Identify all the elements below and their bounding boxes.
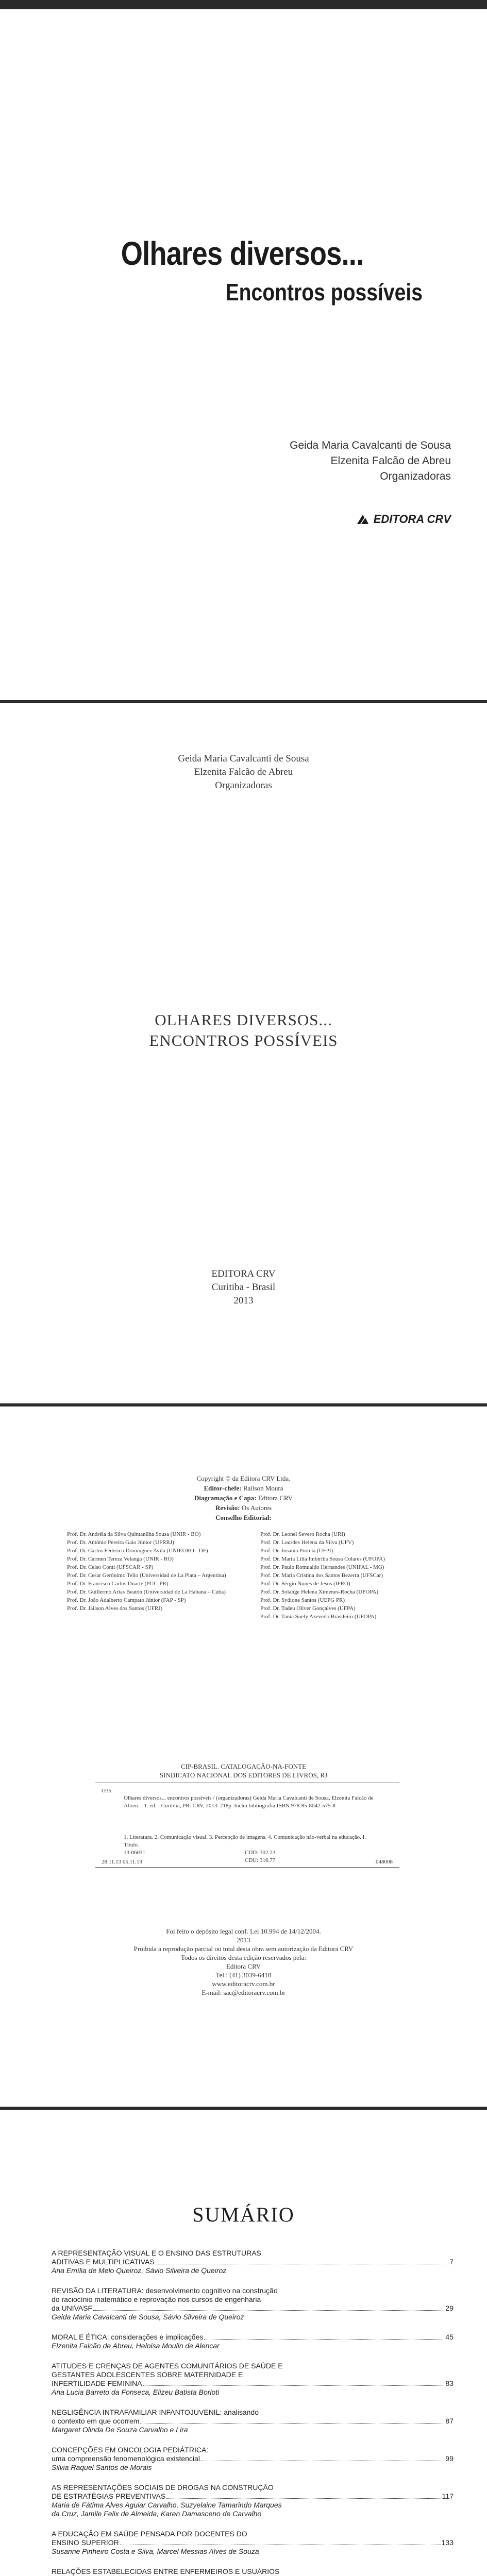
toc-leader-dots [143,2385,445,2386]
title-page-imprint [0,1267,487,1308]
toc-entry-title-text: INFERTILIDADE FEMININA [52,2379,142,2387]
board-member: Prof. Dr. Maria Lília Imbiriba Sousa Colares (UFOPA) [260,1556,385,1562]
crv-logo-icon [356,513,370,526]
cdu-code: CDU: 316.77 [245,1857,276,1863]
board-member: Prof. Dr. Tadeu Oliver Gonçalves (UFPA) [260,1605,356,1612]
legal-line: Proibida a reprodução parcial ou total desta obra sem autorização da Editora CRV [133,1945,354,1953]
cip-number: 13-06031 [124,1850,146,1856]
board-member: Prof. Dr. Sérgio Nunes de Jesus (IFRO) [260,1581,350,1587]
cover-title: Olhares diversos... [121,235,364,272]
board-member: Prof. Dr. Solange Helena Ximenes-Rocha (UFOPA) [260,1589,379,1595]
review-name: Os Autores [241,1504,272,1512]
toc-entry[interactable] [52,2483,454,2518]
toc-entry-title-text: uma compreensão fenomenológica existencial [52,2454,200,2463]
review-line [0,1503,487,1513]
toc-entry-title-text: da UNIVASF [52,2304,93,2312]
cip-date-left: 28.11.13 05.11.13 [102,1859,142,1865]
toc-entry-title-text: DE ESTRATÉGIAS PREVENTIVAS [52,2492,166,2500]
toc-entry-title-text: ATITUDES E CRENÇAS DE AGENTES COMUNITÁRIOS DE SAÚDE E [52,2362,283,2370]
toc-entry-authors: da Cruz, Jamile Felix de Almeida, Karen Damasceno de Carvalho [52,2510,262,2518]
toc-entry-title-line [52,2362,454,2370]
toc-entry[interactable] [52,2530,454,2556]
toc-title: SUMÁRIO [192,2203,295,2226]
toc-entry-authors: Maria de Fátima Alves Aguiar Carvalho, Suzyelaine Tamarindo Marques [52,2501,282,2509]
board-member: Prof. Dr. Francisco Carlos Duarte (PUC-PR) [67,1581,169,1587]
toc-page-number: 45 [445,2333,454,2341]
toc-entry-title-line [52,2567,454,2576]
toc-leader-dots [204,2339,444,2340]
board-title: Conselho Editorial: [215,1514,272,1521]
toc-entry-title-text: MORAL E ÉTICA: considerações e implicações [52,2333,204,2341]
toc-entry-title-text: CONCEPÇÕES EM ONCOLOGIA PEDIÁTRICA: [52,2446,209,2454]
toc-entry-title-line [52,2454,454,2463]
title-page-title-line-2: ENCONTROS POSSÍVEIS [149,1031,338,1049]
editor-label: Editor-chefe: [204,1484,242,1492]
toc-entry-title-text: AS REPRESENTAÇÕES SOCIAIS DE DROGAS NA CONSTRUÇÃO [52,2483,274,2492]
cip-record [95,1783,399,1868]
board-member: Prof. Dr. Guillermo Arias Beatón (Universidad de La Habana – Cuba) [67,1589,226,1595]
legal-line: Tel.: (41) 3039-6418 [215,1971,272,1979]
toc-entry-title-text: NEGLIGÊNCIA INTRAFAMILIAR INFANTOJUVENIL: analisando [52,2408,259,2416]
board-member: Prof. Dr. Carlos Federico Dominguez Avila (UNIEURO - DF) [67,1548,208,1554]
legal-line: 2013 [237,1936,250,1944]
editorial-board-left [67,1530,237,1613]
title-page-title [0,1010,487,1051]
toc-entry[interactable] [52,2362,454,2397]
legal-line: E-mail: sac@editoracrv.com.br [201,1989,286,1996]
toc-entry-title-line [52,2538,454,2547]
toc-entry[interactable] [52,2567,454,2576]
board-member: Prof. Dr. Sydione Santos (UEPG PR) [260,1597,345,1603]
toc-entry-title-text: REVISÃO DA LITERATURA: desenvolvimento cognitivo na construção [52,2286,278,2295]
toc-entry-title-text: GESTANTES ADOLESCENTES SOBRE MATERNIDADE E [52,2370,243,2379]
cip-code: O36 [102,1788,111,1794]
title-page-title-line-1: OLHARES DIVERSOS... [155,1011,332,1029]
cip-title: CIP-BRASIL. CATALOGAÇÃO-NA-FONTE [180,1762,307,1770]
title-page-author-2: Elzenita Falcão de Abreu [194,767,293,777]
toc-list [52,2249,454,2576]
cover-organizers: Organizadoras [380,470,451,482]
toc-entry-title-line [52,2446,454,2454]
toc-entry[interactable] [52,2408,454,2434]
toc-entry[interactable] [52,2249,454,2275]
editor-name: Railson Moura [243,1484,283,1492]
toc-entry-title-text: o contexto em que ocorrem [52,2417,140,2425]
toc-entry-title-text: A EDUCAÇÃO EM SAÚDE PENSADA POR DOCENTES DO [52,2530,247,2538]
publisher-logo-text: EDITORA CRV [373,513,451,526]
cdd-code: CDD: 302.23 [245,1850,276,1856]
editor-line [0,1483,487,1493]
toc-entry[interactable] [52,2286,454,2321]
cip-body: Olhares diversos... encontros possíveis / (organizadoras) Geida Maria Cavalcanti de Sousa, Elzenita Falcão de Abreu. - 1. ed. - Curitiba, PR: CRV, 2013. 218p. Inclui bibliografia ISBN 978-85-8042-575-8 [124,1795,374,1809]
legal-line: Editora CRV [226,1962,261,1970]
toc-entry-authors: Silvia Raquel Santos de Morais [52,2463,152,2471]
cip-subjects: 1. Literatura. 2. Comunicação visual. 3. Percepção de imagens. 4. Comunicação não-verbal na educação. I. Título. [124,1834,366,1848]
copyright-line: Copyright © da Editora CRV Ltda. [196,1475,291,1482]
copyright-header [0,1473,487,1522]
board-member: Prof. Dr. Maria Cristina dos Santos Bezerra (UFSCar) [260,1572,383,1579]
design-label: Diagramação e Capa: [194,1494,257,1502]
cover-top-bar [0,0,487,9]
cip-heading [0,1762,487,1780]
imprint-year: 2013 [233,1295,254,1306]
copyright-page [0,1406,487,2107]
board-member: Prof. Dr. Paulo Romualdo Hernandes (UNIFAL - MG) [260,1564,384,1570]
toc-page-number: 83 [445,2379,454,2387]
toc-page-number: 87 [445,2417,454,2425]
board-member: Prof. Dr. Carmen Tereza Velanga (UNIR - RO) [67,1556,174,1562]
review-label: Revisão: [215,1504,240,1512]
cover-page [0,0,487,700]
toc-entry-authors: Ana Lucia Barreto da Fonseca, Elizeu Batista Borloti [52,2388,220,2396]
imprint-publisher: EDITORA CRV [211,1268,276,1279]
board-member: Prof. Dr. Leonel Severo Rocha (URI) [260,1531,345,1537]
board-member: Prof. Dr. Cesar Gerónimo Tello (Universidad de La Plata – Argentina) [67,1572,226,1579]
toc-entry-title-line [52,2304,454,2313]
design-line [0,1493,487,1503]
board-member: Prof. Dr. João Adalberto Campato Júnior (FAP - SP) [67,1597,186,1603]
board-member: Prof. Dr. Lourdes Helena da Silva (UFV) [260,1539,354,1546]
toc-entry-title-text: A REPRESENTAÇÃO VISUAL E O ENSINO DAS ESTRUTURAS [52,2249,261,2257]
toc-entry-authors: Geida Maria Cavalcanti de Sousa, Sávio Silveira de Queiroz [52,2313,244,2321]
toc-page-number: 117 [442,2492,454,2500]
legal-notice [0,1927,487,1997]
toc-entry[interactable] [52,2333,454,2350]
legal-line: Todos os direitos desta edição reservados pela: [180,1954,307,1961]
toc-entry-title-line [52,2379,454,2388]
toc-page-number: 133 [441,2538,454,2547]
toc-entry-authors: Margaret Olinda De Souza Carvalho e Lira [52,2426,188,2434]
toc-leader-dots [166,2498,441,2499]
toc-entry-title-line [52,2492,454,2501]
toc-entry-title-text: ENSINO SUPERIOR [52,2538,119,2547]
publisher-logo [356,513,451,526]
design-name: Editora CRV [258,1494,293,1502]
toc-entry-title-line [52,2286,454,2295]
board-member: Prof. Dr. Jailson Alves dos Santos (UFRJ) [67,1605,163,1612]
board-member: Prof. Dr. Andréia da Silva Quintanilha Sousa (UNIR - BO) [67,1531,201,1537]
toc-entry-title-line [52,2249,454,2258]
cover-author-2: Elzenita Falcão de Abreu [330,455,451,467]
toc-entry-title-text: do raciocínio matemático e reprovação nos cursos de engenharia [52,2295,261,2303]
toc-entry-title-text: RELAÇÕES ESTABELECIDAS ENTRE ENFERMEIROS E USUÁRIOS [52,2567,280,2575]
toc-entry-title-text: ADITIVAS E MULTIPLICATIVAS [52,2258,155,2266]
toc-entry-authors: Susanne Pinheiro Costa e Silva, Marcel Messias Alves de Souza [52,2547,259,2555]
cip-date-right: 048008 [376,1859,393,1865]
cip-dates [102,1858,393,1866]
toc-entry-authors: Ana Emília de Melo Queiroz, Sávio Silveira de Queiroz [52,2266,227,2275]
toc-entry-title-line [52,2370,454,2379]
toc-entry-title-line [52,2258,454,2266]
board-member: Prof. Dr. Celso Conti (UFSCAR - SP) [67,1564,154,1570]
toc-entry-title-line [52,2417,454,2426]
board-member: Prof. Dr. Antônio Pereira Gaio Júnior (UFRRJ) [67,1539,174,1546]
toc-leader-dots [93,2310,444,2311]
cip-subtitle: SINDICATO NACIONAL DOS EDITORES DE LIVROS, RJ [159,1771,328,1779]
imprint-city: Curitiba - Brasil [211,1282,276,1293]
toc-page-number: 29 [445,2304,454,2312]
cover-subtitle: Encontros possíveis [225,279,423,306]
toc-entry-title-line [52,2333,454,2342]
toc-entry-title-line [52,2530,454,2538]
board-member: Prof. Dr. Tania Suely Azevedo Brasileiro (UFOPA) [260,1614,377,1620]
board-member: Prof. Dr. Josania Portela (UFPI) [260,1548,333,1554]
title-page-organizers: Organizadoras [215,780,272,791]
toc-entry-title-line [52,2408,454,2417]
title-page-authors [0,752,487,792]
toc-entry-title-line [52,2483,454,2492]
toc-page [0,2110,487,2576]
cover-authors [290,438,451,484]
toc-entry[interactable] [52,2446,454,2472]
legal-line: www.editoracrv.com.br [212,1980,275,1988]
toc-leader-dots [140,2423,444,2424]
legal-line: Foi feito o depósito legal conf. Lei 10.994 de 14/12/2004. [166,1927,321,1935]
title-page-author-1: Geida Maria Cavalcanti de Sousa [178,753,309,764]
editorial-board-right [260,1530,430,1621]
cover-author-1: Geida Maria Cavalcanti de Sousa [290,439,451,451]
toc-page-number: 99 [445,2454,454,2463]
title-page [0,703,487,1403]
toc-entry-authors: Elzenita Falcão de Abreu, Heloisa Moulin de Alencar [52,2342,220,2350]
toc-entry-title-line [52,2295,454,2304]
toc-page-number: 7 [449,2258,454,2266]
